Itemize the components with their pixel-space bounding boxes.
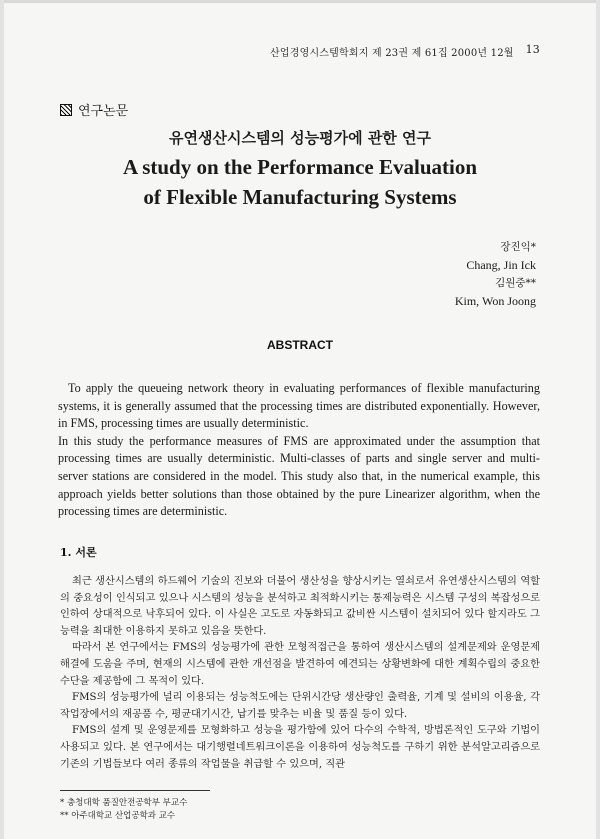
author-1-english: Chang, Jin Ick <box>466 258 536 272</box>
section-label <box>60 100 128 119</box>
journal-info: 산업경영시스템학회지 제 23권 제 61집 2000년 12월 <box>270 48 514 59</box>
page-number: 13 <box>525 43 540 56</box>
body-paragraph-2: 따라서 본 연구에서는 FMS의 성능평가에 관한 모형적접근을 통하여 생산시스템의 설계문제와 운영문제 해결에 도움을 주며, 현재의 시스템에 관한 개선점을 발견하여 예견되는 상황변화에 대한 계획수립의 중요한 수단을 제공함에 그 목적이 있다. <box>60 642 540 687</box>
page-edge-left <box>0 0 4 839</box>
page-edge-top <box>0 0 600 3</box>
body-paragraph-4: FMS의 설계 및 운영문제를 모형화하고 성능을 평가함에 있어 다수의 수학적, 방법론적인 도구와 기법이 사용되고 있다. 본 연구에서는 대기행렬네트워크이론을 이용하여 성능척도를 구하기 위한 분석알고리즘으로 기존의 기법들보다 여러 종류의 작업물을 취급할 수 있으며, 직관 <box>60 725 540 770</box>
footnote-divider <box>60 790 210 791</box>
footnote-2: ** 아주대학교 산업공학과 교수 <box>60 811 176 821</box>
abstract-heading: ABSTRACT <box>267 338 333 352</box>
footnote-1: * 충청대학 품질안전공학부 부교수 <box>60 798 188 808</box>
author-2-english: Kim, Won Joong <box>454 294 536 308</box>
abstract-body <box>58 380 540 521</box>
abstract-paragraph-1: To apply the queueing network theory in evaluating performances of flexible manufacturing systems, it is generally assumed that the processing times are distributed exponentially. However, in FMS, processing times are usually deterministic. <box>58 381 540 431</box>
abstract-paragraph-2: In this study the performance measures of FMS are approximated under the assumption that processing times are usually deterministic. Multi-classes of parts and single server and multi-server stations are considered in the model. This study also that, in the numerical example, this approach yields better solutions than those obtained by the pure Linearizer algorithm, when the processing times are deterministic. <box>58 433 540 519</box>
title-english-line1: A study on the Performance Evaluation <box>122 155 478 179</box>
hatched-square-icon <box>60 104 72 116</box>
author-1-korean: 장진익* <box>500 241 536 253</box>
author-2-korean: 김원중** <box>495 277 536 289</box>
body-paragraph-3: FMS의 성능평가에 널리 이용되는 성능척도에는 단위시간당 생산량인 출력율, 기계 및 설비의 이용율, 각 작업장에서의 재공품 수, 평균대기시간, 납기를 맞추는 비율 및 품질 등이 있다. <box>60 692 540 720</box>
page-edge-right <box>596 0 600 839</box>
body-paragraph-1: 최근 생산시스템의 하드웨어 기술의 진보와 더불어 생산성을 향상시키는 열쇠로서 유연생산시스템의 역할의 중요성이 인식되고 있으나 시스템의 성능을 분석하고 최적화시키는 통제능력은 시스템 구성의 복잡성으로 인하여 상대적으로 낙후되어 있다. 이 사실은 고도로 자동화되고 값비싼 시스템이 설치되어 있다 할지라도 그 능력을 최대한 이용하지 못하고 있음을 뜻한다. <box>60 576 540 637</box>
section-1-heading: 1. 서론 <box>60 546 97 559</box>
section-1-body <box>60 574 540 773</box>
author-block <box>455 238 536 310</box>
footnotes <box>60 797 360 823</box>
section-label-text: 연구논문 <box>78 104 129 119</box>
title-english-line2: of Flexible Manufacturing Systems <box>143 185 457 209</box>
title-korean: 유연생산시스템의 성능평가에 관한 연구 <box>169 129 431 147</box>
running-head <box>270 44 540 59</box>
